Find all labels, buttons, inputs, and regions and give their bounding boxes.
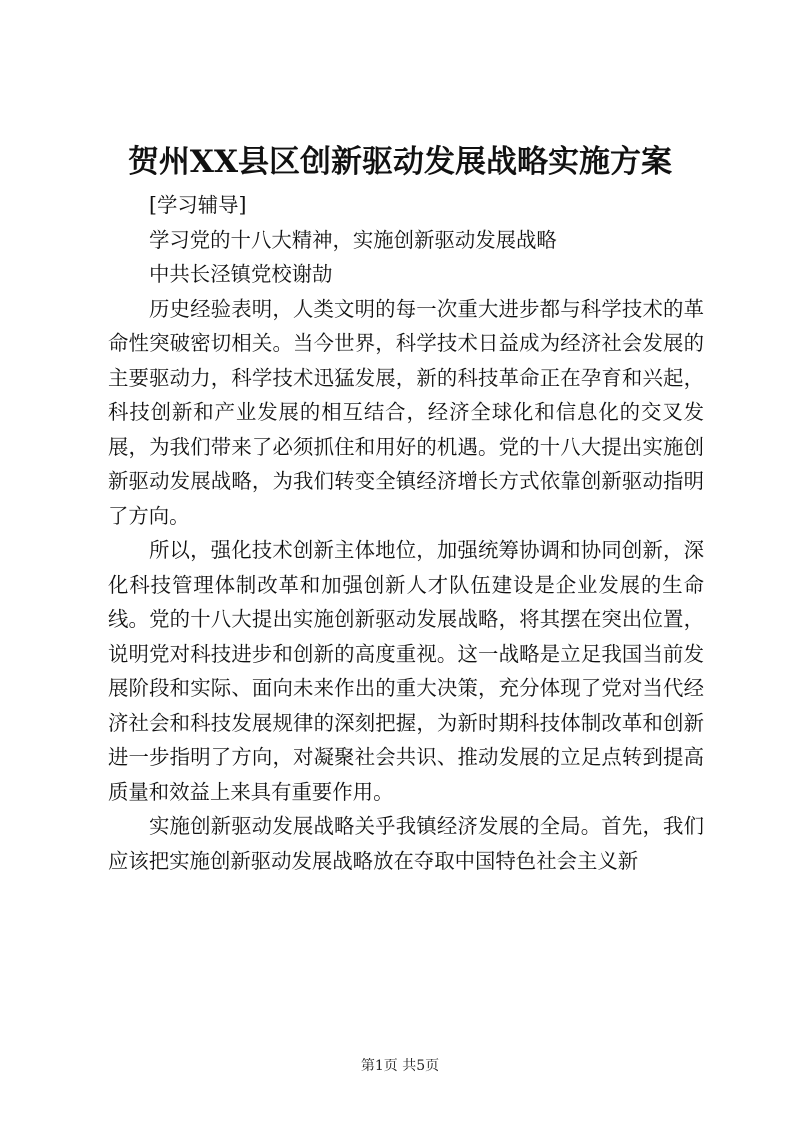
page-footer: 第1页 共5页	[360, 1058, 440, 1074]
document-title: 贺州XX县区创新驱动发展战略实施方案	[127, 144, 673, 180]
document-body	[108, 188, 704, 878]
document-subtitle: 学习党的十八大精神，实施创新驱动发展战略	[149, 227, 557, 252]
study-tag: [学习辅导]	[149, 193, 247, 217]
paragraph-3: 实施创新驱动发展战略关乎我镇经济发展的全局。首先，我们应该把实施创新驱动发展战略放在夺取中国特色社会主义新	[108, 814, 704, 873]
author-line: 中共长泾镇党校谢劼	[149, 262, 333, 286]
paragraph-1: 历史经验表明，人类文明的每一次重大进步都与科学技术的革命性突破密切相关。当今世界，科学技术日益成为经济社会发展的主要驱动力，科学技术迅猛发展，新的科技革命正在孕育和兴起，科技创新和产业发展的相互结合，经济全球化和信息化的交叉发展，为我们带来了必须抓住和用好的机遇。党的十八大提出实施创新驱动发展战略，为我们转变全镇经济增长方式依靠创新驱动指明了方向。	[108, 296, 704, 528]
paragraph-2: 所以，强化技术创新主体地位，加强统筹协调和协同创新，深化科技管理体制改革和加强创新人才队伍建设是企业发展的生命线。党的十八大提出实施创新驱动发展战略，将其摆在突出位置，说明党对科技进步和创新的高度重视。这一战略是立足我国当前发展阶段和实际、面向未来作出的重大决策，充分体现了党对当代经济社会和科技发展规律的深刻把握，为新时期科技体制改革和创新进一步指明了方向，对凝聚社会共识、推动发展的立足点转到提高质量和效益上来具有重要作用。	[108, 538, 704, 804]
